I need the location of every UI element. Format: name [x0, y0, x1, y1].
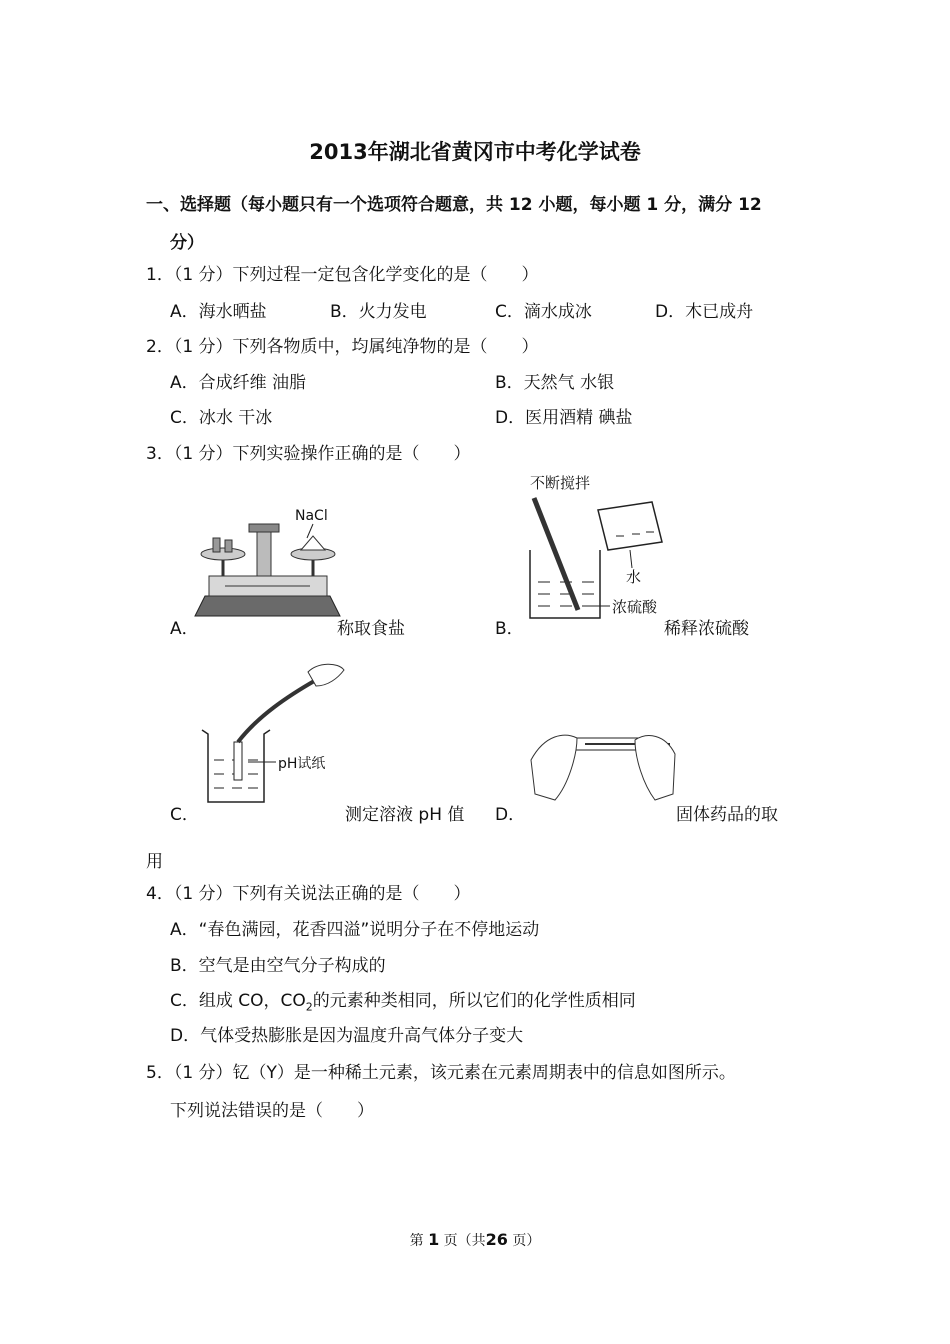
question-number: 3． [146, 444, 174, 464]
q3-option-a-text: 称取食盐 [337, 619, 405, 639]
q2-option-b: B．天然气 水银 [495, 373, 615, 393]
question-number: 1． [146, 265, 174, 285]
balance-figure [195, 498, 340, 623]
acid-label: 浓硫酸 [612, 598, 658, 616]
page-number: 1 [428, 1230, 440, 1249]
q4-option-d: D．气体受热膨胀是因为温度升高气体分子变大 [170, 1026, 524, 1046]
page-footer: 第 1 页（共26 页） [409, 1230, 541, 1249]
ph-figure [198, 656, 348, 806]
section-heading: 一、选择题（每小题只有一个选项符合题意，共 12 小题，每小题 1 分，满分 12 [146, 195, 762, 215]
dilution-figure [520, 470, 670, 620]
q3-option-c-text: 测定溶液 pH 值 [345, 805, 465, 825]
question-5-continued: 下列说法错误的是（ ） [170, 1101, 374, 1121]
nacl-label: NaCl [295, 508, 328, 524]
q2-option-c: C．冰水 干冰 [170, 408, 273, 428]
question-5 [146, 1058, 736, 1083]
stir-label: 不断搅拌 [530, 474, 591, 492]
q4-option-b: B．空气是由空气分子构成的 [170, 956, 386, 976]
q3-option-d: D． [495, 805, 526, 825]
section-heading-continued: 分） [170, 233, 204, 253]
tube-figure [525, 724, 675, 804]
q2-option-a: A．合成纤维 油脂 [170, 373, 307, 393]
question-stem: （1 分）钇（Y）是一种稀土元素，该元素在元素周期表中的信息如图所示。 [173, 1063, 736, 1083]
question-stem: （1 分）下列有关说法正确的是（ ） [173, 884, 471, 904]
q1-option-a: A．海水晒盐 [170, 302, 267, 322]
q1-option-c: C．滴水成冰 [495, 302, 592, 322]
q3-option-c: C． [170, 805, 199, 825]
q3-option-d-text: 固体药品的取 [676, 805, 778, 825]
q1-option-d: D．木已成舟 [655, 302, 754, 322]
q4-option-c: C．组成 CO，$CO_2$的元素种类相同，所以它们的化学性质相同 [170, 991, 636, 1014]
question-number: 4． [146, 884, 174, 904]
question-2 [146, 332, 539, 357]
question-1 [146, 260, 539, 285]
page-title: 2013年湖北省黄冈市中考化学试卷 [309, 140, 641, 164]
question-stem: （1 分）下列过程一定包含化学变化的是（ ） [173, 265, 539, 285]
water-label: 水 [626, 568, 642, 586]
q3-option-b: B． [495, 619, 524, 639]
q1-option-b: B．火力发电 [330, 302, 427, 322]
q3-option-a: A． [170, 619, 199, 639]
q2-option-d: D．医用酒精 碘盐 [495, 408, 633, 428]
ph-paper-label: pH试纸 [278, 756, 326, 772]
question-4 [146, 879, 471, 904]
question-stem: （1 分）下列各物质中，均属纯净物的是（ ） [173, 337, 539, 357]
q3-option-d-text-continued: 用 [146, 852, 163, 872]
question-number: 2． [146, 337, 174, 357]
question-3 [146, 439, 471, 464]
q4-option-a: A．“春色满园，花香四溢”说明分子在不停地运动 [170, 920, 540, 940]
question-stem: （1 分）下列实验操作正确的是（ ） [173, 444, 471, 464]
question-number: 5． [146, 1063, 174, 1083]
page-total: 26 [485, 1230, 508, 1249]
q3-option-b-text: 稀释浓硫酸 [664, 619, 749, 639]
